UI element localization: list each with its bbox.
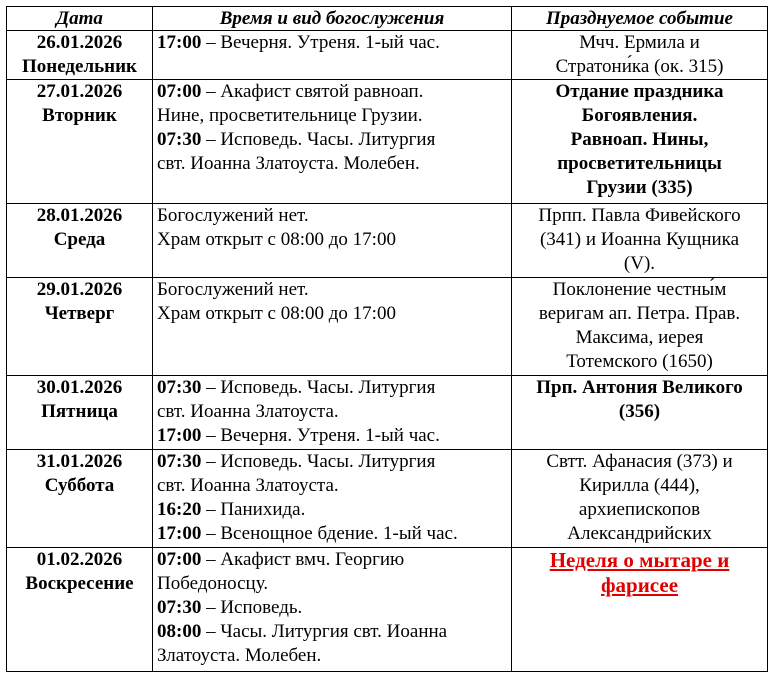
- service-time: 17:00: [157, 425, 202, 446]
- service-text: свт. Иоанна Златоуста.: [157, 401, 339, 422]
- event-line: веригам ап. Петра. Прав.: [538, 303, 741, 324]
- event-line: Тотемского (1650): [566, 351, 713, 372]
- date-cell: [7, 548, 153, 672]
- event-line: Прп. Антония Великого: [536, 377, 743, 398]
- table-row: [7, 278, 768, 376]
- service-time: 07:30: [157, 129, 202, 150]
- date: 31.01.2026: [36, 451, 123, 472]
- service-time: 07:30: [157, 597, 202, 618]
- service-text: свт. Иоанна Златоуста. Молебен.: [157, 153, 420, 174]
- event-cell: [512, 278, 768, 376]
- table-row: [7, 376, 768, 450]
- event-line: Грузии (335): [586, 177, 693, 198]
- weekday: Пятница: [41, 401, 118, 422]
- service-line: [157, 80, 507, 104]
- service-text: – Всенощное бдение. 1-ый час.: [201, 523, 458, 544]
- service-time: 07:30: [157, 451, 202, 472]
- service-time: 17:00: [157, 523, 202, 544]
- service-line: [157, 620, 507, 644]
- weekday: Вторник: [42, 105, 117, 126]
- service-text: – Вечерня. Утреня. 1-ый час.: [201, 425, 440, 446]
- event-line: (V).: [623, 253, 656, 274]
- service-line: [157, 152, 507, 176]
- event-line: Александрийских: [567, 523, 712, 544]
- date-cell: [7, 31, 153, 80]
- service-cell: [153, 80, 512, 204]
- service-line: Богослужений нет.: [157, 279, 309, 300]
- event-line: Равноап. Нины,: [570, 129, 709, 150]
- event-line: Отдание праздника: [555, 81, 724, 102]
- service-line: Храм открыт с 08:00 до 17:00: [157, 303, 396, 324]
- service-text: свт. Иоанна Златоуста.: [157, 475, 339, 496]
- service-line: [157, 474, 507, 498]
- event-line: (341) и Иоанна Кущника: [539, 229, 740, 250]
- service-line: Богослужений нет.: [157, 205, 309, 226]
- event-cell: [512, 80, 768, 204]
- service-time: 07:00: [157, 81, 202, 102]
- event-line: фарисее: [600, 573, 679, 597]
- event-line: Стратони́ка (ок. 315): [555, 56, 724, 77]
- weekday: Суббота: [44, 475, 115, 496]
- service-text: – Исповедь. Часы. Литургия: [201, 129, 436, 150]
- service-time: 16:20: [157, 499, 202, 520]
- service-cell: [153, 278, 512, 376]
- event-cell: [512, 204, 768, 278]
- service-line: [157, 31, 507, 55]
- service-text: – Исповедь. Часы. Литургия: [201, 377, 436, 398]
- service-time: 08:00: [157, 621, 202, 642]
- header-service: Время и вид богослужения: [153, 7, 512, 31]
- service-time: 07:30: [157, 377, 202, 398]
- date: 26.01.2026: [36, 32, 123, 53]
- service-line: [157, 498, 507, 522]
- event-line: архиепископов: [578, 499, 701, 520]
- event-line: Максима, иерея: [575, 327, 704, 348]
- date: 30.01.2026: [36, 377, 123, 398]
- header-row: [7, 7, 768, 31]
- table-row: [7, 80, 768, 204]
- date-cell: [7, 80, 153, 204]
- service-text: – Исповедь. Часы. Литургия: [201, 451, 436, 472]
- service-line: [157, 572, 507, 596]
- event-line: (356): [618, 401, 661, 422]
- date-cell: [7, 450, 153, 548]
- event-line: Свтт. Афанасия (373) и: [546, 451, 733, 472]
- weekday: Четверг: [44, 303, 115, 324]
- event-line: Прпп. Павла Фивейского: [538, 205, 741, 226]
- service-text: Златоуста. Молебен.: [157, 645, 322, 666]
- event-line: Кирилла (444),: [579, 475, 700, 496]
- service-text: – Исповедь.: [201, 597, 303, 618]
- service-line: Храм открыт с 08:00 до 17:00: [157, 229, 396, 250]
- schedule-table: [6, 6, 768, 672]
- table-row: [7, 31, 768, 80]
- date: 28.01.2026: [36, 205, 123, 226]
- service-line: [157, 450, 507, 474]
- service-cell: [153, 548, 512, 672]
- service-cell: [153, 450, 512, 548]
- service-text: – Часы. Литургия свт. Иоанна: [201, 621, 448, 642]
- service-text: Победоносцу.: [157, 573, 269, 594]
- event-cell: [512, 450, 768, 548]
- service-text: – Акафист вмч. Георгию: [201, 549, 405, 570]
- table-row: [7, 548, 768, 672]
- service-time: 17:00: [157, 32, 202, 53]
- header-date: Дата: [7, 7, 153, 31]
- event-line: просветительницы: [557, 153, 722, 174]
- event-line: Неделя о мытаре и: [549, 548, 730, 572]
- event-line: Богоявления.: [581, 105, 698, 126]
- date: 29.01.2026: [36, 279, 123, 300]
- service-line: [157, 424, 507, 448]
- service-line: [157, 548, 507, 572]
- feast-event-cell: [512, 548, 768, 672]
- service-cell: [153, 376, 512, 450]
- weekday: Воскресение: [25, 573, 134, 594]
- service-line: [157, 644, 507, 668]
- date-cell: [7, 376, 153, 450]
- event-line: Мчч. Ермила и: [579, 32, 700, 53]
- weekday: Среда: [53, 229, 106, 250]
- weekday: Понедельник: [21, 56, 137, 77]
- service-time: 07:00: [157, 549, 202, 570]
- date: 01.02.2026: [36, 549, 123, 570]
- event-line: Поклонение честны́м: [552, 279, 727, 300]
- date-cell: [7, 204, 153, 278]
- header-event: Празднуемое событие: [512, 7, 768, 31]
- date: 27.01.2026: [36, 81, 123, 102]
- service-text: – Вечерня. Утреня. 1-ый час.: [201, 32, 440, 53]
- service-text: Нине, просветительнице Грузии.: [157, 105, 423, 126]
- event-cell: [512, 31, 768, 80]
- service-line: [157, 104, 507, 128]
- service-cell: [153, 204, 512, 278]
- service-text: – Панихида.: [201, 499, 306, 520]
- table-row: [7, 204, 768, 278]
- service-cell: [153, 31, 512, 80]
- service-line: [157, 128, 507, 152]
- service-line: [157, 376, 507, 400]
- service-line: [157, 400, 507, 424]
- date-cell: [7, 278, 153, 376]
- service-text: – Акафист святой равноап.: [201, 81, 424, 102]
- service-line: [157, 596, 507, 620]
- table-row: [7, 450, 768, 548]
- service-line: [157, 522, 507, 546]
- event-cell: [512, 376, 768, 450]
